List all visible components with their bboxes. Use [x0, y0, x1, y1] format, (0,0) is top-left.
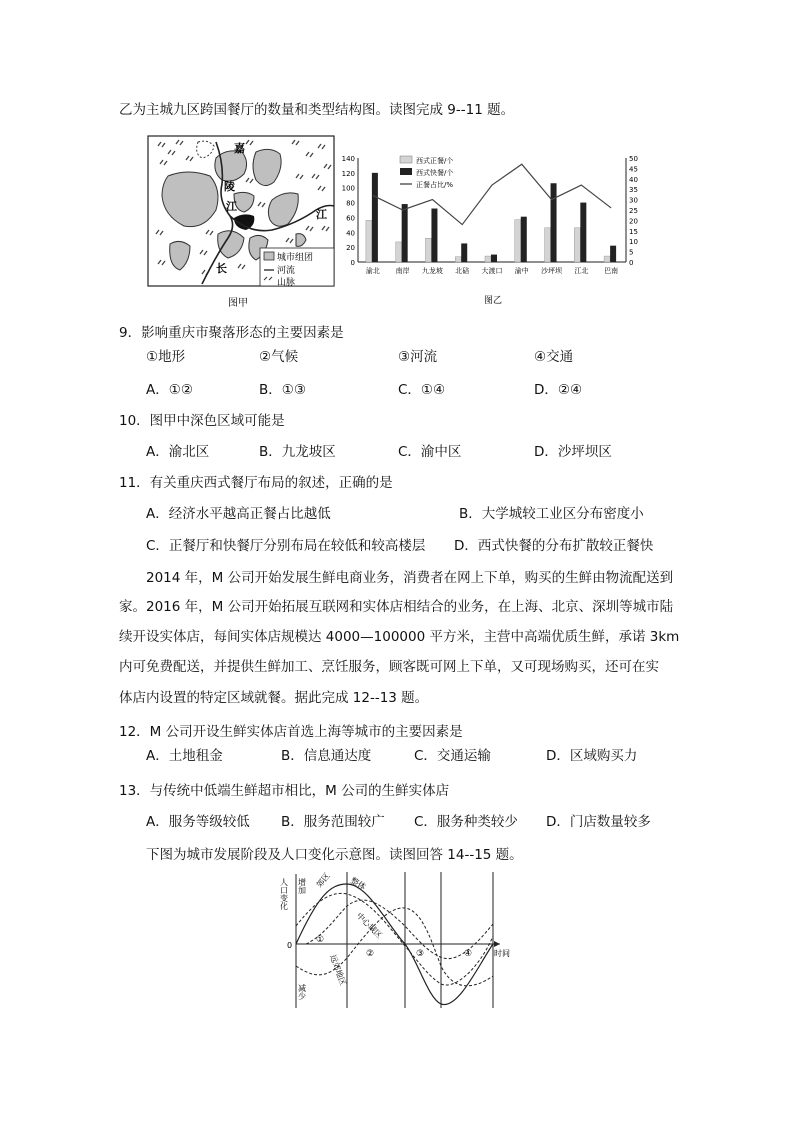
- q13-stem: 13．与传统中低端生鲜超市相比，M 公司的生鲜实体店: [119, 783, 450, 799]
- q9-option-a: A．①②: [146, 382, 193, 398]
- q12-option-a: A．土地租金: [146, 748, 223, 764]
- urban-top-label: 增加: [297, 878, 307, 894]
- chart-caption: 图乙: [484, 296, 503, 306]
- stage-2: ②: [366, 949, 375, 959]
- q11-option-a: A．经济水平越高正餐占比越低: [146, 506, 331, 522]
- q9-option-c: C．①④: [398, 382, 446, 398]
- q9-stem: 9．影响重庆市聚落形态的主要因素是: [119, 325, 344, 341]
- y-right-tick-0: 0: [629, 259, 634, 267]
- bar-kuaican-4: [491, 255, 497, 262]
- urban-ylabel: 人口变化: [279, 878, 289, 910]
- stage-1: ①: [316, 935, 325, 945]
- y-right-tick-1: 5: [629, 248, 634, 257]
- curve-label-whole: 整体: [349, 875, 368, 892]
- q10-stem: 10．图甲中深色区域可能是: [119, 413, 285, 429]
- legend-river: 河流: [277, 266, 296, 276]
- passage-line-4: 内可免费配送，并提供生鲜加工、烹饪服务，顾客既可网上下单，又可现场购买，还可在实: [119, 659, 659, 675]
- q9-choice-2: ②气候: [259, 349, 299, 365]
- intro-line: 乙为主城九区跨国餐厅的数量和类型结构图。读图完成 9--11 题。: [119, 102, 515, 118]
- bar-zhengcan-3: [455, 257, 461, 262]
- q11-option-c: C．正餐厅和快餐厅分别布局在较低和较高楼层: [146, 538, 426, 554]
- bar-kuaican-7: [580, 203, 586, 262]
- passage-line-1: 2014 年，M 公司开始发展生鲜电商业务，消费者在网上下单，购买的生鲜由物流配送到: [146, 570, 674, 586]
- bar-kuaican-8: [610, 246, 616, 262]
- y-left-tick-4: 80: [346, 199, 355, 208]
- q13-option-d: D．门店数量较多: [546, 814, 651, 830]
- bar-kuaican-6: [551, 183, 557, 262]
- y-right-tick-8: 40: [629, 175, 638, 184]
- bar-zhengcan-8: [604, 256, 610, 262]
- q10-option-a: A．渝北区: [146, 444, 210, 460]
- bar-zhengcan-6: [545, 228, 551, 262]
- bar-kuaican-1: [402, 204, 408, 262]
- y-right-tick-3: 15: [629, 227, 638, 236]
- bar-zhengcan-7: [574, 228, 580, 262]
- map-label-jia: 嘉: [234, 142, 245, 155]
- passage-line-5: 体店内设置的特定区域就餐。据此完成 12--13 题。: [119, 690, 429, 706]
- map-label-chang: 长: [216, 262, 227, 275]
- q11-option-b: B．大学城较工业区分布密度小: [459, 506, 644, 522]
- q10-option-b: B．九龙坡区: [259, 444, 336, 460]
- stage-3: ③: [416, 949, 425, 959]
- x-tick-3: 北碚: [455, 267, 470, 275]
- q9-option-d: D．②④: [534, 382, 583, 398]
- q10-option-c: C．渝中区: [398, 444, 462, 460]
- x-tick-5: 渝中: [514, 267, 529, 275]
- bar-zhengcan-1: [396, 242, 402, 262]
- legend-series-0: 西式正餐/个: [416, 157, 454, 165]
- x-tick-0: 渝北: [365, 267, 380, 275]
- map-caption: 图甲: [228, 298, 248, 309]
- restaurant-bar-chart: [334, 150, 646, 310]
- bar-zhengcan-5: [515, 220, 521, 262]
- y-right-tick-4: 20: [629, 217, 638, 226]
- bar-zhengcan-0: [366, 220, 372, 262]
- q9-choice-4: ④交通: [534, 349, 574, 365]
- urban-population-diagram: [278, 866, 518, 1014]
- q13-option-c: C．服务种类较少: [414, 814, 518, 830]
- q12-option-c: C．交通运输: [414, 748, 491, 764]
- curve-label-outer: 远郊地区: [328, 953, 348, 987]
- x-tick-8: 巴南: [604, 267, 619, 275]
- q12-option-b: B．信息通达度: [281, 748, 372, 764]
- urban-zero-label: 0: [287, 941, 293, 950]
- legend-city: 城市组团: [277, 253, 314, 263]
- q9-choice-3: ③河流: [398, 349, 438, 365]
- x-tick-1: 南岸: [395, 267, 410, 275]
- bar-kuaican-5: [521, 217, 527, 262]
- y-right-tick-2: 10: [629, 238, 638, 247]
- y-right-tick-7: 35: [629, 186, 638, 195]
- map-label-jiang2: 江: [316, 208, 327, 221]
- q12-option-d: D．区域购买力: [546, 748, 638, 764]
- q10-option-d: D．沙坪坝区: [534, 444, 612, 460]
- y-right-tick-6: 30: [629, 196, 638, 205]
- urban-xlabel: 时间: [494, 949, 510, 958]
- y-right-tick-9: 45: [629, 165, 638, 174]
- map-figure: [146, 134, 342, 314]
- y-left-tick-0: 0: [350, 259, 355, 267]
- map-label-ling: 陵: [224, 180, 235, 193]
- q13-option-b: B．服务范围较广: [281, 814, 385, 830]
- curve-label-center: 中心城区: [354, 911, 384, 941]
- bar-kuaican-2: [431, 209, 437, 262]
- q12-stem: 12．M 公司开设生鲜实体店首选上海等城市的主要因素是: [119, 724, 463, 740]
- q11-stem: 11．有关重庆西式餐厅布局的叙述，正确的是: [119, 475, 393, 491]
- legend-series-2: 正餐占比/%: [416, 181, 454, 189]
- bar-zhengcan-2: [425, 238, 431, 262]
- q9-choice-1: ①地形: [146, 349, 186, 365]
- x-tick-7: 江北: [574, 267, 589, 275]
- legend-mountain: 山脉: [277, 278, 296, 288]
- passage-line-2: 家。2016 年，M 公司开始拓展互联网和实体店相结合的业务，在上海、北京、深圳等城市陆: [119, 599, 674, 615]
- stage-4: ④: [464, 949, 473, 959]
- y-right-tick-10: 50: [629, 155, 638, 163]
- curve-label-suburb: 郊区: [314, 871, 332, 890]
- y-left-tick-5: 100: [341, 184, 355, 193]
- y-right-tick-5: 25: [629, 207, 638, 215]
- y-left-tick-6: 120: [341, 169, 355, 178]
- y-left-tick-1: 20: [346, 244, 355, 253]
- q13-option-a: A．服务等级较低: [146, 814, 250, 830]
- lower-intro: 下图为城市发展阶段及人口变化示意图。读图回答 14--15 题。: [146, 847, 523, 863]
- x-tick-6: 沙坪坝: [541, 267, 563, 275]
- q11-option-d: D．西式快餐的分布扩散较正餐快: [454, 538, 654, 554]
- y-left-tick-7: 140: [341, 155, 355, 163]
- y-left-tick-3: 60: [346, 214, 355, 223]
- x-tick-4: 大渡口: [481, 267, 503, 275]
- passage-line-3: 续开设实体店，每间实体店规模达 4000—100000 平方米，主营中高端优质生鲜，承诺 3km: [119, 629, 680, 645]
- bar-kuaican-0: [372, 173, 378, 262]
- map-label-jiang1: 江: [226, 200, 237, 213]
- bar-kuaican-3: [461, 243, 467, 262]
- urban-bottom-label: 减少: [297, 984, 307, 1000]
- legend-series-1: 西式快餐/个: [416, 169, 454, 177]
- x-tick-2: 九龙坡: [421, 267, 443, 275]
- q9-option-b: B．①③: [259, 382, 306, 398]
- y-left-tick-2: 40: [346, 229, 355, 238]
- bar-zhengcan-4: [485, 256, 491, 262]
